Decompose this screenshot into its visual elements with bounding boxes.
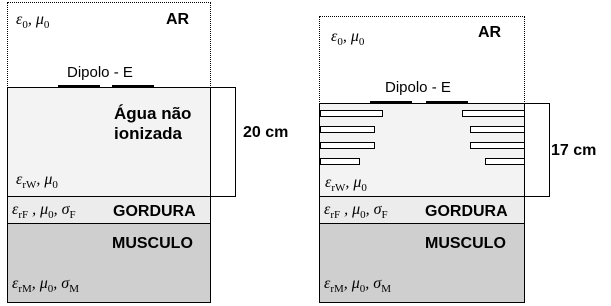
left-water-label-line1: Água não xyxy=(114,104,192,123)
right-slab-left-4 xyxy=(320,158,360,165)
right-dipole-label: Dipolo - E xyxy=(385,79,451,96)
left-fat-params: $\varepsilon_{rF}$ , $\mu_0$, $\sigma_F$ xyxy=(12,201,76,222)
right-fat-params: $\varepsilon_{rF}$ , $\mu_0$, $\sigma_F$ xyxy=(324,201,388,222)
left-dimension-bracket xyxy=(211,87,236,197)
right-slab-right-1 xyxy=(462,110,525,117)
right-air-label: AR xyxy=(478,24,502,41)
right-air-params: $\varepsilon_0$, $\mu_0$ xyxy=(331,28,365,49)
right-dipole-arm-right xyxy=(426,101,468,104)
left-dipole-arm-left xyxy=(58,85,100,88)
left-fat-label: GORDURA xyxy=(113,203,196,220)
right-slab-left-3 xyxy=(320,142,375,149)
right-slab-right-4 xyxy=(485,158,525,165)
right-slab-left-1 xyxy=(320,110,383,117)
right-slab-right-2 xyxy=(470,126,525,133)
left-dimension-label: 20 cm xyxy=(243,124,289,141)
right-fat-label: GORDURA xyxy=(425,203,508,220)
left-dipole-arm-right xyxy=(112,85,154,88)
left-air-params: $\varepsilon_0$, $\mu_0$ xyxy=(16,11,50,32)
right-muscle-params: $\varepsilon_{rM}$, $\mu_0$, $\sigma_M$ xyxy=(324,275,391,296)
right-muscle-label: MUSCULO xyxy=(425,235,506,252)
right-dimension-bracket xyxy=(525,103,550,197)
right-dipole-arm-left xyxy=(370,101,412,104)
left-dipole-label: Dipolo - E xyxy=(67,64,133,81)
left-muscle-label: MUSCULO xyxy=(112,235,193,252)
right-dimension-label: 17 cm xyxy=(551,142,597,159)
left-water-params: $\varepsilon_{rW}$, $\mu_0$ xyxy=(16,171,58,192)
right-slab-left-2 xyxy=(320,126,375,133)
left-air-label: AR xyxy=(166,11,190,28)
left-water-label-line2: ionizada xyxy=(114,124,183,143)
right-slab-right-3 xyxy=(470,142,525,149)
right-water-params: $\varepsilon_{rW}$, $\mu_0$ xyxy=(325,174,367,195)
left-muscle-params: $\varepsilon_{rM}$, $\mu_0$, $\sigma_M$ xyxy=(12,275,79,296)
